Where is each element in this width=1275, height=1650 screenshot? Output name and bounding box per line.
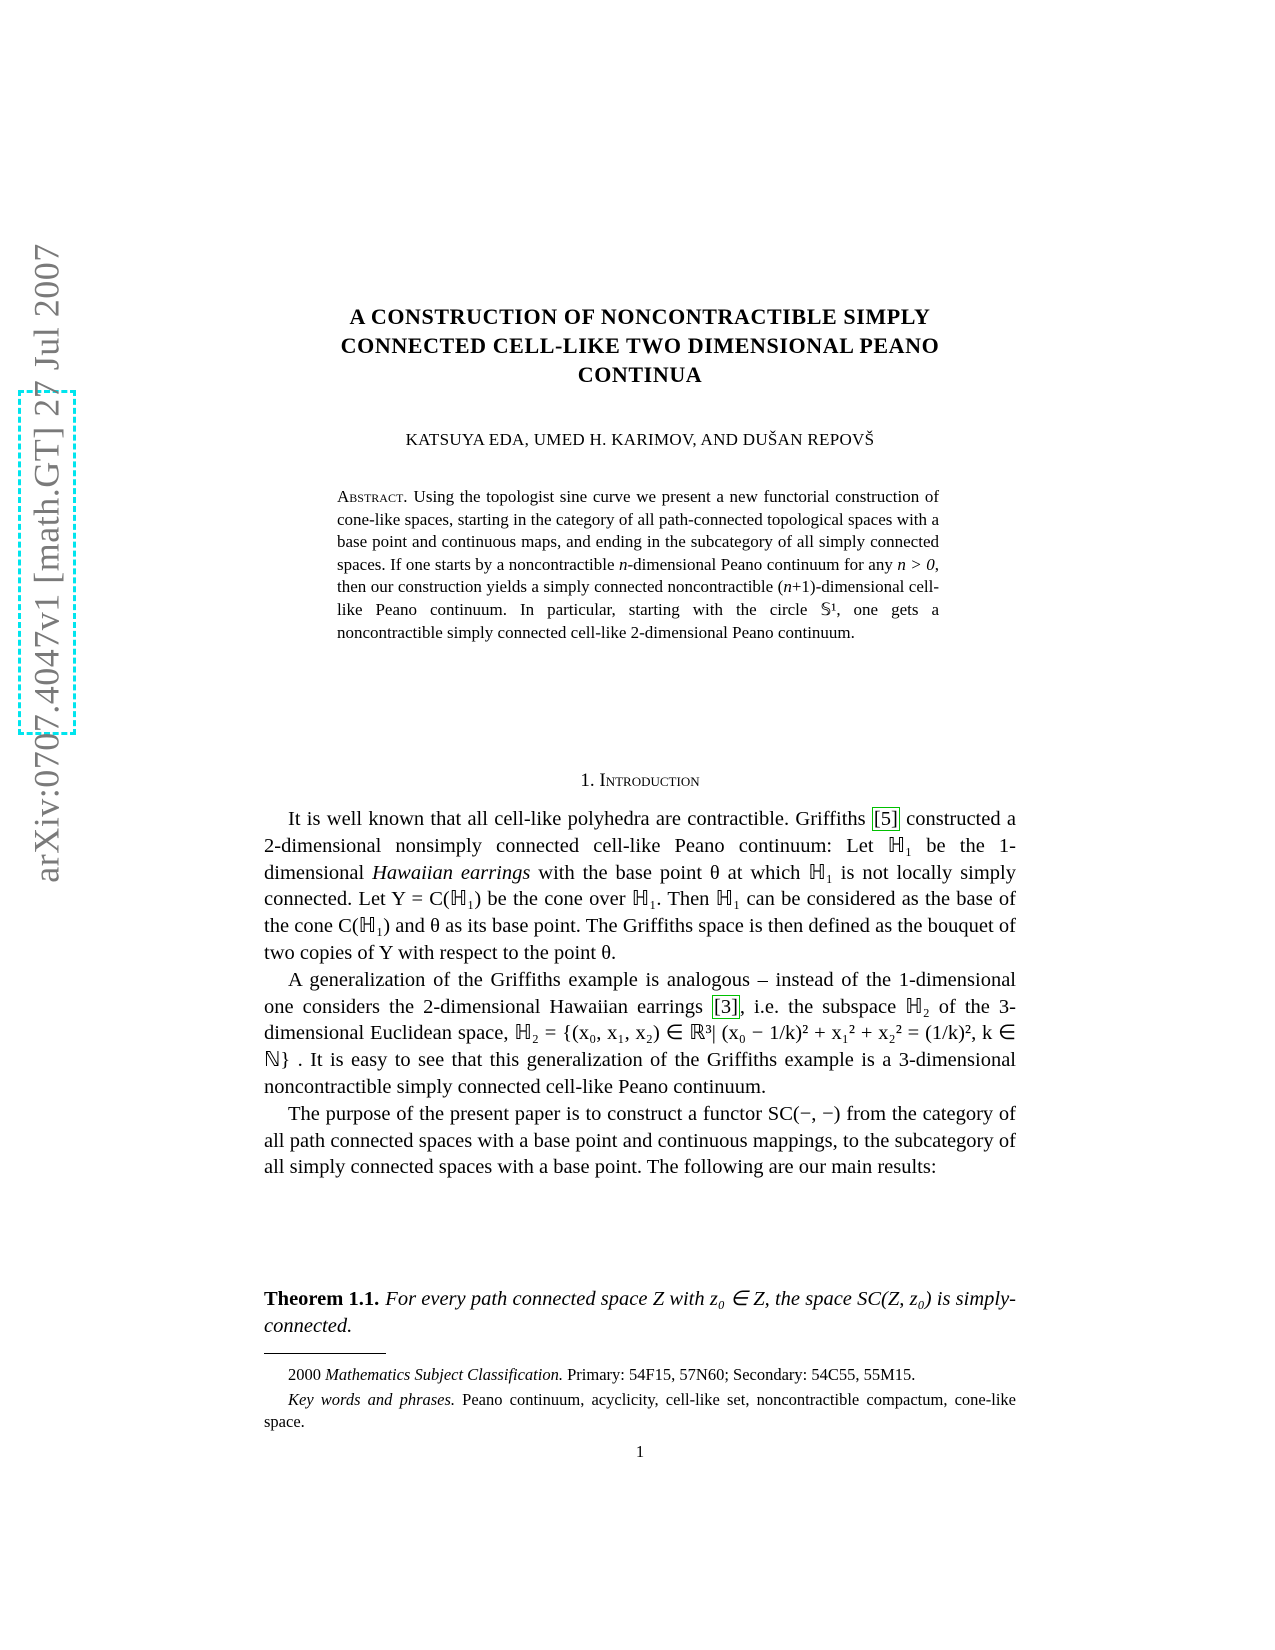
abstract-text-1: Using the topologist sine curve we present a new functorial construction of cone-like spaces, starting in the category of all path-connected topological spaces with a base point and continuous maps, and ending in the subcategory of all simply connected spaces. If one starts by a noncontractible [337, 487, 939, 574]
paragraph-2 [264, 967, 1016, 1101]
msc-label: Mathematics Subject Classification. [325, 1365, 563, 1384]
author-list: KATSUYA EDA, UMED H. KARIMOV, AND DUŠAN REPOVŠ [405, 430, 875, 449]
paragraph-2-text-a: A generalization of the Griffiths example is analogous – instead of the 1-dimensional one considers the 2-dimensional Hawaiian earrings [264, 968, 1016, 1018]
paragraph-1-text-b: constructed a 2-dimensional nonsimply connected cell-like Peano continuum: Let ℍ₁ be the 1-dimensional [264, 808, 1016, 884]
title-line-2: CONNECTED CELL-LIKE TWO DIMENSIONAL PEANO [340, 333, 940, 358]
paragraph-3: The purpose of the present paper is to construct a functor SC(−, −) from the category of all path connected spaces with a base point and continuous mappings, to the subcategory of all simply connected spaces with a base point. The following are our main results: [264, 1102, 1016, 1179]
section-title: Introduction [599, 770, 700, 791]
footnotes [264, 1364, 1016, 1436]
paragraph-2-text-b: , i.e. the subspace ℍ₂ of the 3-dimensional Euclidean space, ℍ₂ = {(x₀, x₁, x₂) ∈ ℝ³| (x₀ − 1/k)² + x₁² + x₂² = (1/k)², k ∈ ℕ} . It is easy to see that this generalization of the Griffiths example is a 3-dimensional noncontractible simply connected cell-like Peano continuum. [264, 995, 1016, 1098]
theorem-1-1 [264, 1286, 1016, 1340]
theorem-statement: For every path connected space Z with z₀ ∈ Z, the space SC(Z, z₀) is simply-connected. [264, 1288, 1016, 1337]
arxiv-identifier-stamp [18, 242, 76, 883]
keywords-text: Peano continuum, acyclicity, cell-like set, noncontractible compactum, cone-like space. [264, 1389, 1016, 1431]
footnote-msc [264, 1364, 1016, 1387]
section-number: 1. [580, 770, 595, 791]
paragraph-1-text-c: with the base point θ at which ℍ₁ is not locally simply connected. Let Y = C(ℍ₁) be the cone over ℍ₁. Then ℍ₁ can be considered as the base of the cone C(ℍ₁) and θ as its base point. The Griffiths space is then defined as the bouquet of two copies of Y with respect to the point θ. [264, 861, 1016, 964]
paragraph-1 [264, 806, 1016, 967]
abstract-label: Abstract. [337, 487, 408, 506]
paragraph-1-text-a: It is well known that all cell-like polyhedra are contractible. Griffiths [288, 808, 872, 830]
keywords-label: Key words and phrases. [288, 1389, 456, 1409]
theorem-label: Theorem 1.1. [264, 1288, 380, 1310]
citation-5-link[interactable]: [5] [873, 808, 898, 830]
section-heading [240, 770, 1040, 792]
introduction-body [264, 806, 1016, 1181]
abstract-circle-symbol: 𝕊¹ [820, 599, 837, 619]
title-line-1: A CONSTRUCTION OF NONCONTRACTIBLE SIMPLY [349, 304, 931, 329]
abstract-text-5: , one gets a noncontractible simply connected cell-like 2-dimensional Peano continuum. [337, 599, 939, 642]
title-line-3: CONTINUA [577, 362, 703, 387]
msc-text: Primary: 54F15, 57N60; Secondary: 54C55, 55M15. [562, 1365, 916, 1384]
paper-title [240, 302, 1040, 389]
abstract-n-1: n [619, 554, 628, 574]
abstract-n-2: n [783, 577, 792, 597]
page-number: 1 [635, 1442, 645, 1461]
paragraph-1-emphasis: Hawaiian earrings [372, 861, 531, 884]
abstract-text-4: +1)-dimensional cell-like Peano continuum. In particular, starting with the circle [337, 577, 939, 619]
abstract [337, 486, 939, 644]
footnote-divider [264, 1353, 386, 1354]
msc-year: 2000 [288, 1365, 326, 1384]
abstract-text-2: -dimensional Peano continuum for any [627, 554, 898, 574]
citation-3-link[interactable]: [3] [714, 995, 738, 1018]
abstract-text-3: , then our construction yields a simply connected noncontractible ( [337, 554, 939, 597]
arxiv-identifier: arXiv:0707.4047v1 [math.GT] 27 Jul 2007 [27, 242, 67, 883]
footnote-keywords [264, 1389, 1016, 1434]
abstract-condition: n > 0 [897, 554, 935, 574]
